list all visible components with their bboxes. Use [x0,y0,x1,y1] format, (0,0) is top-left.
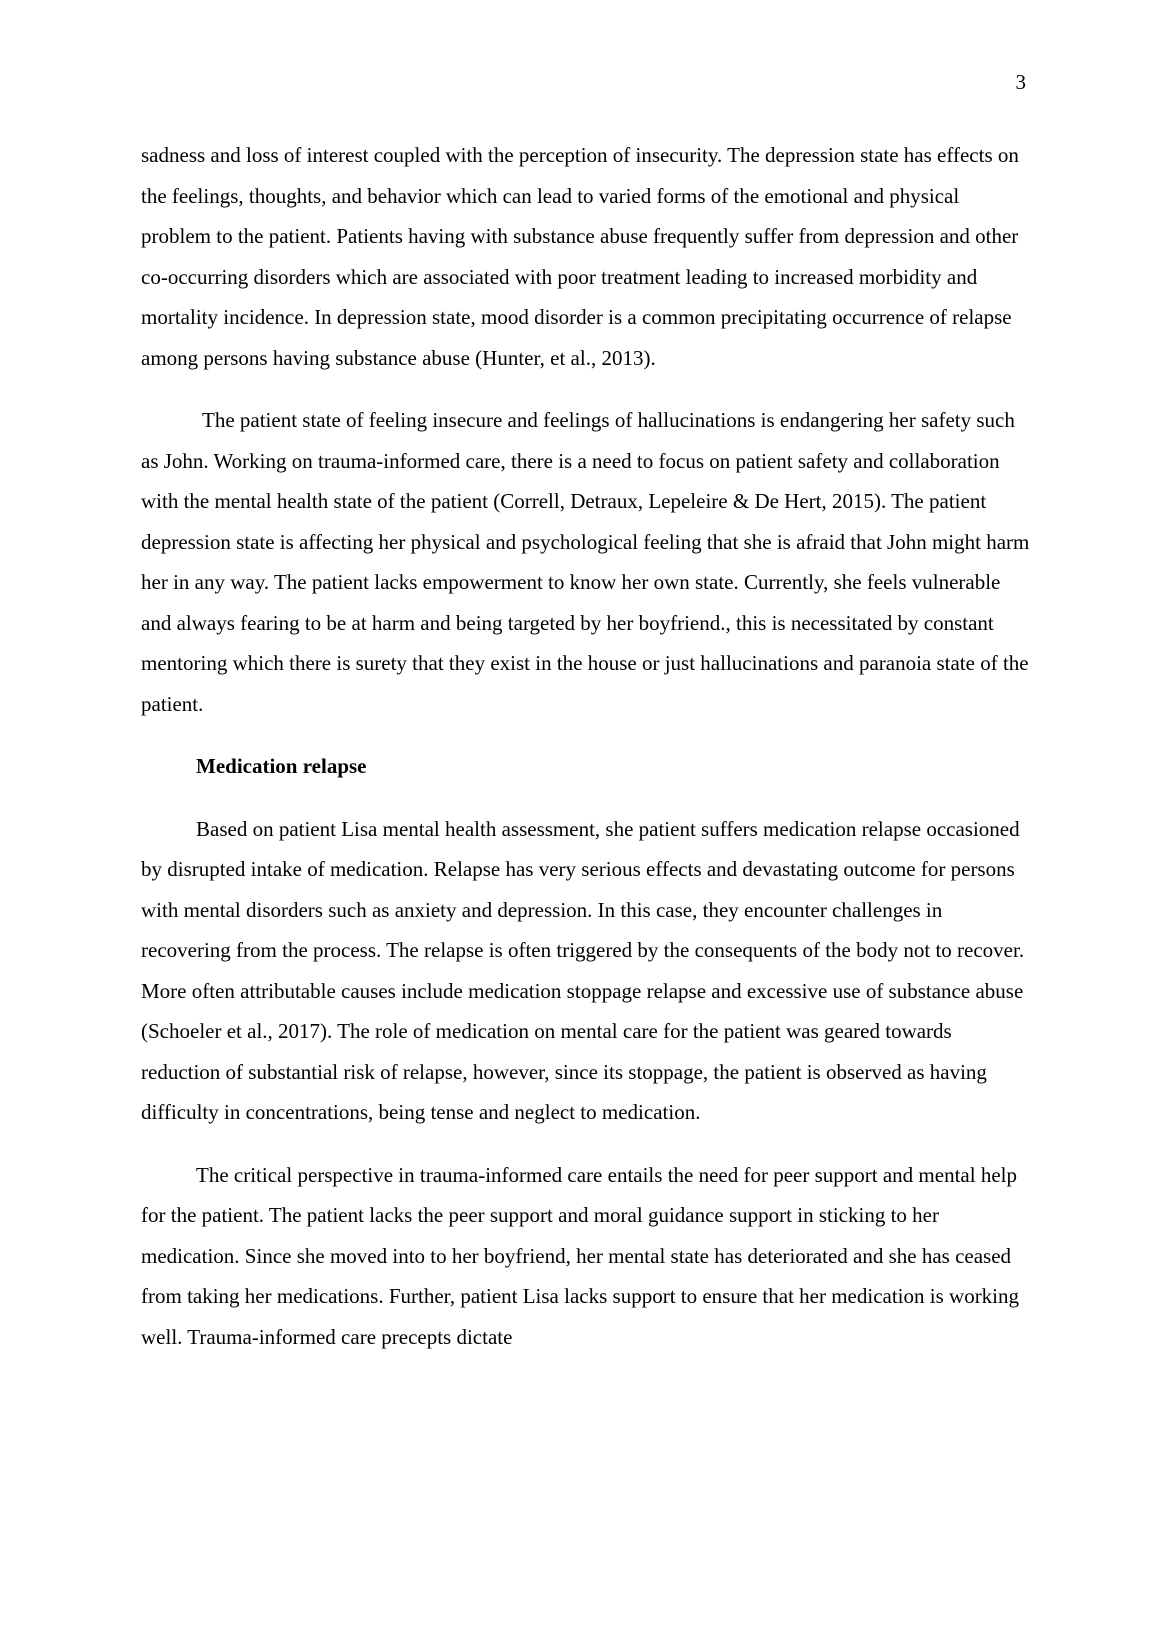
paragraph-depression-continued: sadness and loss of interest coupled with the perception of insecurity. The depression state has effects on the feelings, thoughts, and behavior which can lead to varied forms of the emotional and physical problem to the patient. Patients having with substance abuse frequently suffer from depression and other co-occurring disorders which are associated with poor treatment leading to increased morbidity and mortality incidence. In depression state, mood disorder is a common precipitating occurrence of relapse among persons having substance abuse (Hunter, et al., 2013). [141,143,1019,370]
paragraph-patient-safety: The patient state of feeling insecure and feelings of hallucinations is endangering her safety such as John. Working on trauma-informed care, there is a need to focus on patient safety and collaboration with the mental health state of the patient (Correll, Detraux, Lepeleire & De Hert, 2015). The patient depression state is affecting her physical and psychological feeling that she is afraid that John might harm her in any way. The patient lacks empowerment to know her own state. Currently, she feels vulnerable and always fearing to be at harm and being targeted by her boyfriend., this is necessitated by constant mentoring which there is surety that they exist in the house or just hallucinations and paranoia state of the patient. [141,408,1030,716]
paragraph-peer-support: The critical perspective in trauma-informed care entails the need for peer support and mental help for the patient. The patient lacks the peer support and moral guidance support in sticking to her medication. Since she moved into to her boyfriend, her mental state has deteriorated and she has ceased from taking her medications. Further, patient Lisa lacks support to ensure that her medication is working well. Trauma-informed care precepts dictate [141,1162,1020,1349]
paragraph-medication-relapse: Based on patient Lisa mental health assessment, she patient suffers medication relapse occasioned by disrupted intake of medication. Relapse has very serious effects and devastating outcome for persons with mental disorders such as anxiety and depression. In this case, they encounter challenges in recovering from the process. The relapse is often triggered by the consequents of the body not to recover. More often attributable causes include medication stoppage relapse and excessive use of substance abuse (Schoeler et al., 2017). The role of medication on mental care for the patient was geared towards reduction of substantial risk of relapse, however, since its stoppage, the patient is observed as having difficulty in concentrations, being tense and neglect to medication. [141,816,1025,1124]
section-heading-medication-relapse: Medication relapse [196,754,367,778]
document-body [141,135,1031,1379]
page-number: 3 [1015,70,1026,94]
